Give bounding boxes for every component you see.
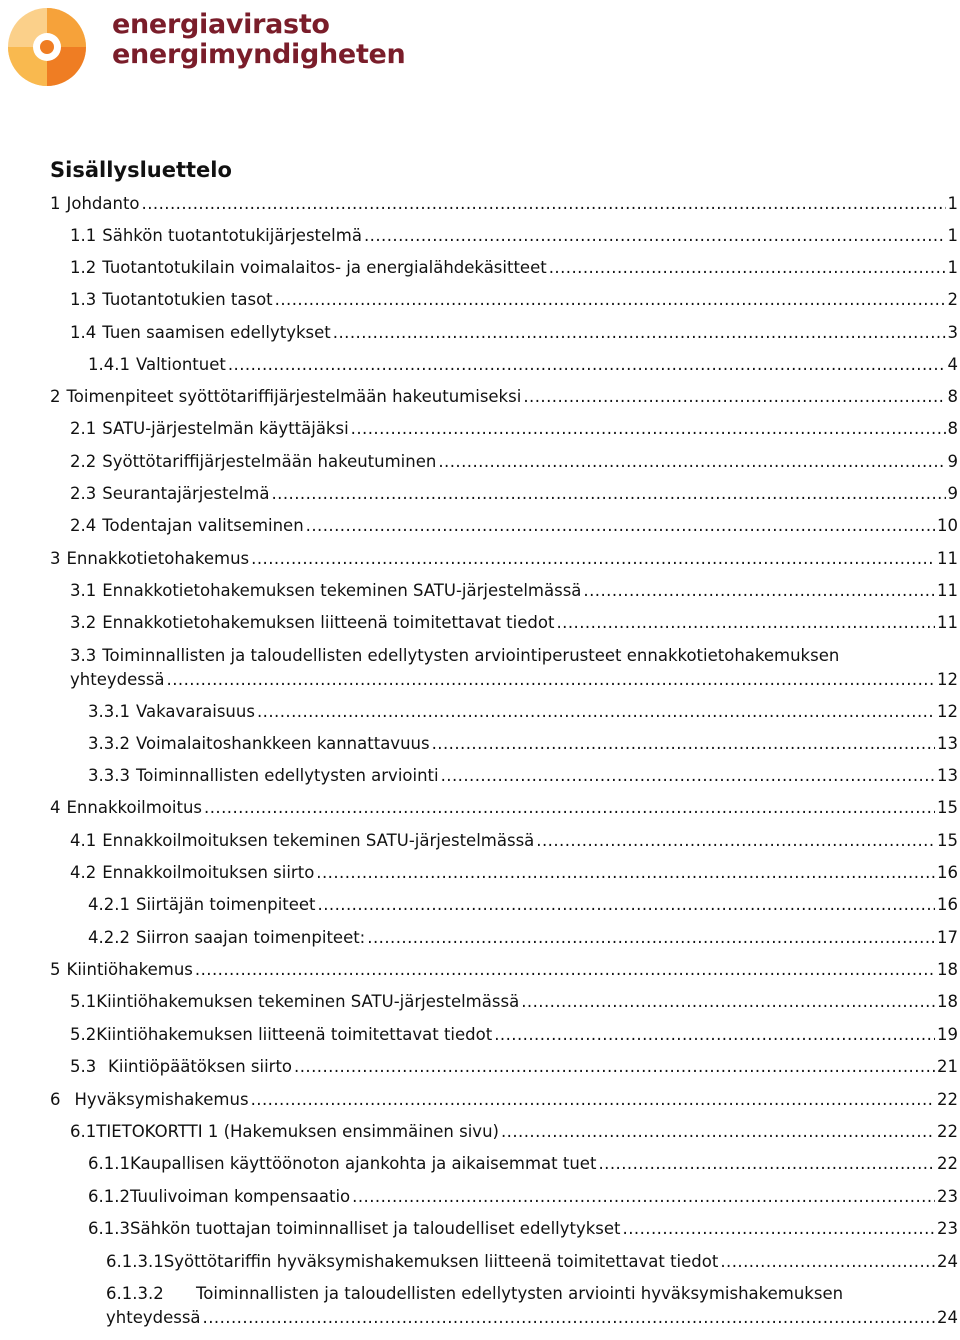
- toc-entry-number: 4.2: [70, 863, 97, 882]
- toc-entry-number: 6.1.3: [88, 1219, 130, 1238]
- toc-entry-3-3-1[interactable]: [88, 701, 958, 723]
- toc-entry-4-2-1[interactable]: [88, 894, 958, 916]
- toc-entry-text: Syöttötariffin hyväksymishakemuksen liitteenä toimitettavat tiedot: [163, 1252, 719, 1271]
- toc-leader-dots: [432, 733, 935, 755]
- toc-leader-dots: [251, 1089, 935, 1111]
- toc-title: Sisällysluettelo: [50, 158, 232, 182]
- toc-entry-number: 3: [50, 549, 61, 568]
- toc-entry-text: Ennakkotietohakemuksen tekeminen SATU-järjestelmässä: [102, 581, 582, 600]
- toc-entry-page-number: 8: [947, 419, 958, 438]
- toc-leader-dots: [271, 483, 945, 505]
- toc-entry-6-1-3-2[interactable]: [106, 1307, 958, 1329]
- toc-entry-text: Tuotantotukilain voimalaitos- ja energialähdekäsitteet: [102, 258, 547, 277]
- toc-leader-dots: [142, 193, 946, 215]
- toc-entry-number: 2.3: [70, 484, 97, 503]
- toc-entry-1-2[interactable]: [70, 257, 958, 279]
- toc-entry-4-1[interactable]: [70, 830, 958, 852]
- toc-leader-dots: [228, 354, 946, 376]
- toc-entry-number: 4.1: [70, 831, 97, 850]
- toc-entry-6-1[interactable]: [70, 1121, 958, 1143]
- toc-entry-number: 6.1.2: [88, 1187, 130, 1206]
- toc-entry-6-1-3[interactable]: [88, 1218, 958, 1240]
- toc-entry-page-number: 11: [937, 549, 958, 568]
- toc-entry-3[interactable]: [50, 548, 958, 570]
- toc-entry-number: 5: [50, 960, 61, 979]
- toc-entry-number: 1.3: [70, 290, 97, 309]
- toc-entry-page-number: 16: [937, 895, 958, 914]
- toc-entry-text: Sähkön tuotantotukijärjestelmä: [102, 226, 362, 245]
- toc-entry-text: Toiminnallisten ja taloudellisten edellytysten arviointi hyväksymishakemuksen: [196, 1284, 844, 1303]
- toc-entry-page-number: 24: [937, 1308, 958, 1327]
- toc-leader-dots: [521, 991, 935, 1013]
- toc-entry-1-3[interactable]: [70, 289, 958, 311]
- toc-leader-dots: [523, 386, 945, 408]
- toc-entry-page-number: 22: [937, 1090, 958, 1109]
- toc-entry-page-number: 1: [947, 226, 958, 245]
- toc-entry-4[interactable]: [50, 797, 958, 819]
- toc-entry-text: Syöttötariffijärjestelmään hakeutuminen: [102, 452, 437, 471]
- toc-leader-dots: [195, 959, 935, 981]
- toc-entry-number: 5.1: [70, 992, 97, 1011]
- toc-entry-text: Toiminnallisten edellytysten arviointi: [135, 766, 439, 785]
- toc-leader-dots: [257, 701, 935, 723]
- toc-entry-1-4[interactable]: [70, 322, 958, 344]
- toc-entry-page-number: 3: [947, 323, 958, 342]
- toc-entry-3-3-3[interactable]: [88, 765, 958, 787]
- toc-leader-dots: [306, 515, 935, 537]
- toc-entry-text: Voimalaitoshankkeen kannattavuus: [135, 734, 430, 753]
- toc-entry-number: 6.1.1: [88, 1154, 130, 1173]
- toc-entry-number: 3.2: [70, 613, 97, 632]
- toc-entry-text: Kiintiöhakemuksen liitteenä toimitettavat tiedot: [96, 1025, 493, 1044]
- toc-entry-number: 2.2: [70, 452, 97, 471]
- toc-entry-text: Kiintiöhakemus: [66, 960, 193, 979]
- energiavirasto-logo-mark-icon: [6, 6, 88, 88]
- toc-entry-page-number: 1: [947, 258, 958, 277]
- toc-entry-text: Ennakkoilmoitus: [66, 798, 203, 817]
- toc-entry-2-2[interactable]: [70, 451, 958, 473]
- toc-entry-page-number: 9: [947, 484, 958, 503]
- toc-entry-6-1-2[interactable]: [88, 1186, 958, 1208]
- toc-entry-number: 6.1.3.2: [106, 1284, 164, 1303]
- toc-entry-5-2[interactable]: [70, 1024, 958, 1046]
- toc-entry-text: Kiintiöhakemuksen tekeminen SATU-järjestelmässä: [96, 992, 520, 1011]
- toc-entry-page-number: 10: [937, 516, 958, 535]
- toc-entry-number: 6.1: [70, 1122, 97, 1141]
- toc-entry-text: Ennakkoilmoituksen tekeminen SATU-järjestelmässä: [102, 831, 535, 850]
- toc-entry-number: 3.3: [70, 646, 97, 665]
- toc-leader-dots: [352, 1186, 935, 1208]
- toc-entry-page-number: 8: [947, 387, 958, 406]
- toc-entry-6-1-3-1[interactable]: [106, 1251, 958, 1273]
- toc-entry-2-1[interactable]: [70, 418, 958, 440]
- toc-entry-2-3[interactable]: [70, 483, 958, 505]
- toc-entry-page-number: 16: [937, 863, 958, 882]
- toc-entry-3-3[interactable]: [70, 669, 958, 691]
- toc-entry-number: 3.1: [70, 581, 97, 600]
- toc-entry-number: 3.3.3: [88, 766, 130, 785]
- toc-entry-number: 3.3.2: [88, 734, 130, 753]
- toc-entry-1-4-1[interactable]: [88, 354, 958, 376]
- toc-leader-dots: [275, 289, 946, 311]
- toc-entry-1-1[interactable]: [70, 225, 958, 247]
- toc-entry-page-number: 4: [947, 355, 958, 374]
- toc-entry-4-2[interactable]: [70, 862, 958, 884]
- toc-entry-6-1-1[interactable]: [88, 1153, 958, 1175]
- toc-entry-page-number: 12: [937, 702, 958, 721]
- toc-leader-dots: [583, 580, 935, 602]
- toc-entry-text: Tuotantotukien tasot: [102, 290, 273, 309]
- toc-entry-text: SATU-järjestelmän käyttäjäksi: [102, 419, 349, 438]
- toc-entry-number: 1: [50, 194, 61, 213]
- toc-leader-dots: [598, 1153, 935, 1175]
- toc-leader-dots: [167, 669, 935, 691]
- toc-entry-3-3-2[interactable]: [88, 733, 958, 755]
- toc-entry-page-number: 19: [937, 1025, 958, 1044]
- toc-entry-text: Toimenpiteet syöttötariffijärjestelmään hakeutumiseksi: [66, 387, 522, 406]
- toc-entry-number: 5.2: [70, 1025, 97, 1044]
- toc-entry-text: Valtiontuet: [135, 355, 226, 374]
- toc-leader-dots: [251, 548, 935, 570]
- toc-entry-page-number: 11: [937, 613, 958, 632]
- toc-entry-number: 1.4.1: [88, 355, 130, 374]
- toc-leader-dots: [536, 830, 935, 852]
- toc-leader-dots: [351, 418, 946, 440]
- toc-entry-page-number: 22: [937, 1154, 958, 1173]
- toc-entry-number: 4: [50, 798, 61, 817]
- toc-entry-5[interactable]: [50, 959, 958, 981]
- toc-leader-dots: [204, 797, 935, 819]
- toc-entry-text: yhteydessä: [70, 670, 165, 689]
- toc-entry-1[interactable]: [50, 193, 958, 215]
- logo: [6, 6, 406, 86]
- toc-leader-dots: [316, 862, 935, 884]
- toc-entry-page-number: 23: [937, 1187, 958, 1206]
- toc-entry-2-4[interactable]: [70, 515, 958, 537]
- toc-entry-text: Todentajan valitseminen: [102, 516, 304, 535]
- toc-entry-page-number: 23: [937, 1219, 958, 1238]
- toc-entry-page-number: 17: [937, 928, 958, 947]
- toc-entry-2[interactable]: [50, 386, 958, 408]
- toc-entry-3-3-first-line: [70, 645, 839, 667]
- toc-entry-number: 6: [50, 1090, 61, 1109]
- toc-leader-dots: [294, 1056, 935, 1078]
- logo-line-1: energiavirasto: [112, 9, 330, 40]
- toc-leader-dots: [367, 927, 935, 949]
- toc-entry-number: 2.4: [70, 516, 97, 535]
- toc-entry-page-number: 15: [937, 798, 958, 817]
- toc-entry-number: 1.1: [70, 226, 97, 245]
- toc-entry-number: 6.1.3.1: [106, 1252, 164, 1271]
- toc-entry-4-2-2[interactable]: [88, 927, 958, 949]
- toc-entry-text: Siirtäjän toimenpiteet: [135, 895, 316, 914]
- toc-entry-page-number: 15: [937, 831, 958, 850]
- toc-entry-5-1[interactable]: [70, 991, 958, 1013]
- toc-entry-page-number: 18: [937, 992, 958, 1011]
- toc-entry-number: 1.4: [70, 323, 97, 342]
- toc-entry-text: Ennakkotietohakemus: [66, 549, 250, 568]
- toc-leader-dots: [720, 1251, 935, 1273]
- toc-entry-3-1[interactable]: [70, 580, 958, 602]
- toc-entry-text: Vakavaraisuus: [135, 702, 255, 721]
- toc-entry-page-number: 13: [937, 766, 958, 785]
- toc-entry-page-number: 2: [947, 290, 958, 309]
- toc-leader-dots: [203, 1307, 935, 1329]
- toc-entry-text: Tuulivoiman kompensaatio: [129, 1187, 351, 1206]
- toc-entry-page-number: 12: [937, 670, 958, 689]
- toc-entry-number: 2: [50, 387, 61, 406]
- toc-entry-text: Seurantajärjestelmä: [102, 484, 270, 503]
- toc-entry-text: yhteydessä: [106, 1308, 201, 1327]
- toc-entry-number: 1.2: [70, 258, 97, 277]
- toc-entry-page-number: 11: [937, 581, 958, 600]
- toc-leader-dots: [438, 451, 945, 473]
- toc-leader-dots: [318, 894, 935, 916]
- toc-leader-dots: [494, 1024, 935, 1046]
- toc-leader-dots: [364, 225, 946, 247]
- toc-leader-dots: [333, 322, 946, 344]
- toc-entry-page-number: 22: [937, 1122, 958, 1141]
- toc-entry-page-number: 9: [947, 452, 958, 471]
- logo-wordmark: [112, 10, 405, 70]
- toc-entry-text: Ennakkoilmoituksen siirto: [102, 863, 315, 882]
- toc-entry-text: Kiintiöpäätöksen siirto: [108, 1057, 293, 1076]
- toc-entry-page-number: 24: [937, 1252, 958, 1271]
- toc-entry-number: 4.2.1: [88, 895, 130, 914]
- logo-line-2: energimyndigheten: [112, 39, 406, 70]
- toc-entry-page-number: 18: [937, 960, 958, 979]
- toc-entry-text: Toiminnallisten ja taloudellisten edellytysten arviointiperusteet ennakkotietohakemuksen: [102, 646, 840, 665]
- toc-entry-6[interactable]: [50, 1089, 958, 1111]
- toc-entry-number: 4.2.2: [88, 928, 130, 947]
- toc-entry-number: 3.3.1: [88, 702, 130, 721]
- toc-entry-text: TIETOKORTTI 1 (Hakemuksen ensimmäinen sivu): [96, 1122, 499, 1141]
- toc-entry-text: Ennakkotietohakemuksen liitteenä toimitettavat tiedot: [102, 613, 555, 632]
- toc-entry-text: Sähkön tuottajan toiminnalliset ja taloudelliset edellytykset: [129, 1219, 621, 1238]
- toc-entry-3-2[interactable]: [70, 612, 958, 634]
- toc-entry-text: Kaupallisen käyttöönoton ajankohta ja aikaisemmat tuet: [129, 1154, 597, 1173]
- toc-entry-page-number: 13: [937, 734, 958, 753]
- toc-entry-number: 2.1: [70, 419, 97, 438]
- toc-entry-text: Tuen saamisen edellytykset: [102, 323, 331, 342]
- toc-leader-dots: [441, 765, 935, 787]
- toc-entry-number: 5.3: [70, 1057, 97, 1076]
- toc-leader-dots: [501, 1121, 935, 1143]
- toc-entry-text: Johdanto: [66, 194, 140, 213]
- toc-leader-dots: [549, 257, 946, 279]
- toc-entry-6-1-3-2-first-line: [106, 1283, 843, 1305]
- toc-entry-5-3[interactable]: [70, 1056, 958, 1078]
- toc-entry-page-number: 1: [947, 194, 958, 213]
- toc-entry-text: Siirron saajan toimenpiteet:: [135, 928, 366, 947]
- toc-leader-dots: [623, 1218, 935, 1240]
- toc-entry-text: Hyväksymishakemus: [74, 1090, 249, 1109]
- toc-entry-page-number: 21: [937, 1057, 958, 1076]
- toc-leader-dots: [556, 612, 935, 634]
